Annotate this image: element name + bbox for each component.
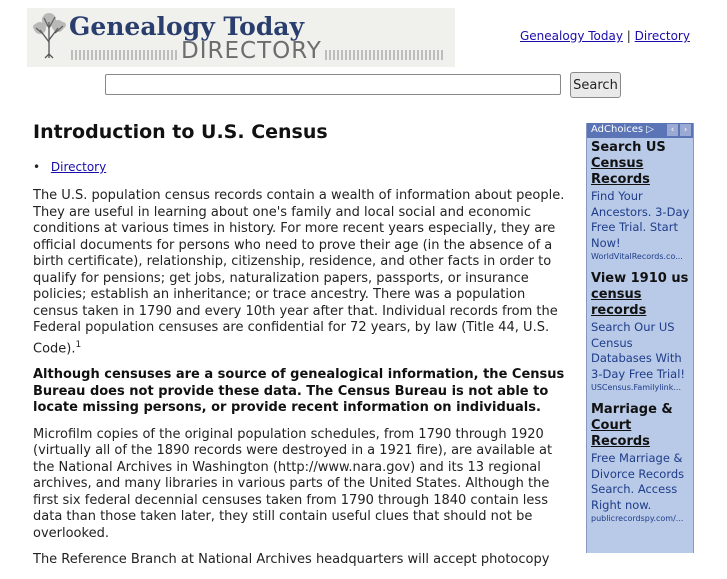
- article-paragraph: Microfilm copies of the original population schedules, from 1790 through 1920 (virtually all of the 1890 records were destroyed in a 1921 fire), are available at the National Archives in Washington (http://www.nara.gov) and its 13 regional archives, and many libraries in various parts of the United States. Although the first six federal decennial censuses taken from 1790 through 1840 contain less data than those taken later, they still contain useful clues that should not be overlooked.: [33, 426, 553, 541]
- ad-choices-bar: [587, 123, 693, 138]
- page-title: Introduction to U.S. Census: [33, 121, 328, 143]
- article-notice: Although censuses are a source of genealogical information, the Census Bureau does not provide these data. The Census Bureau is not able to locate missing persons, or provide recent information on individuals.: [33, 367, 565, 416]
- directory-link[interactable]: Directory: [634, 29, 690, 43]
- top-links: [520, 29, 690, 43]
- ad-item[interactable]: [587, 269, 693, 400]
- ad-url[interactable]: publicrecordspy.com/...: [591, 514, 684, 523]
- article-paragraph-text: The U.S. population census records contain a wealth of information about people. They are useful in learning about one's family and local social and economic conditions at various times in history. For more recent years especially, they are official documents for persons who need to prove their age (in the absence of a birth certificate), relationship, citizenship, residence, and other facts in order to qualify for pensions; get jobs, naturalization papers, passports, or insurance policies; establish an inheritance; or trace ancestry. There was a population census taken in 1790 and every 10th year after that. Individual records from the Federal population censuses are confidential for 72 years, by law (Title 44, U.S. Code).: [33, 188, 565, 356]
- chevron-left-icon[interactable]: ‹: [667, 124, 678, 136]
- logo-stripes-right: [325, 50, 445, 60]
- logo-title: Genealogy Today: [69, 12, 305, 41]
- ad-title[interactable]: Search US Census Records: [591, 140, 666, 187]
- breadcrumb: [33, 160, 106, 174]
- article-paragraph: [33, 188, 573, 357]
- ad-description[interactable]: Search Our US Census Databases With 3-Day Free Trial!: [591, 320, 685, 381]
- logo-stripes-left: [71, 50, 177, 60]
- article-body: [33, 188, 573, 579]
- ad-item[interactable]: [587, 400, 693, 531]
- ad-description[interactable]: Free Marriage & Divorce Records Search. Access Right now.: [591, 451, 685, 512]
- tree-icon: [31, 12, 67, 60]
- ad-title[interactable]: Marriage & Court Records: [591, 402, 673, 449]
- chevron-right-icon[interactable]: ›: [680, 124, 691, 136]
- footnote-marker[interactable]: 1: [75, 339, 82, 350]
- ad-title[interactable]: View 1910 us census records: [591, 271, 689, 318]
- ad-url[interactable]: USCensus.Familylink...: [591, 383, 681, 392]
- ad-description[interactable]: Find Your Ancestors. 3-Day Free Trial. Start Now!: [591, 189, 690, 250]
- logo-subtitle: DIRECTORY: [181, 38, 322, 64]
- breadcrumb-directory-link[interactable]: Directory: [50, 160, 107, 174]
- search-button[interactable]: Search: [570, 72, 621, 98]
- link-separator: |: [626, 29, 631, 43]
- search-input[interactable]: [105, 74, 561, 95]
- ad-choices-icon: ▷: [646, 124, 654, 135]
- ad-choices-label[interactable]: AdChoices ▷: [591, 124, 654, 135]
- ad-item[interactable]: [587, 138, 693, 269]
- breadcrumb-item: [33, 160, 106, 174]
- article-paragraph: The Reference Branch at National Archives headquarters will accept photocopy: [33, 552, 550, 568]
- ad-sidebar: [586, 123, 694, 553]
- ad-url[interactable]: WorldVitalRecords.co...: [591, 252, 683, 261]
- genealogy-today-link[interactable]: Genealogy Today: [520, 29, 623, 43]
- site-logo[interactable]: [27, 8, 455, 67]
